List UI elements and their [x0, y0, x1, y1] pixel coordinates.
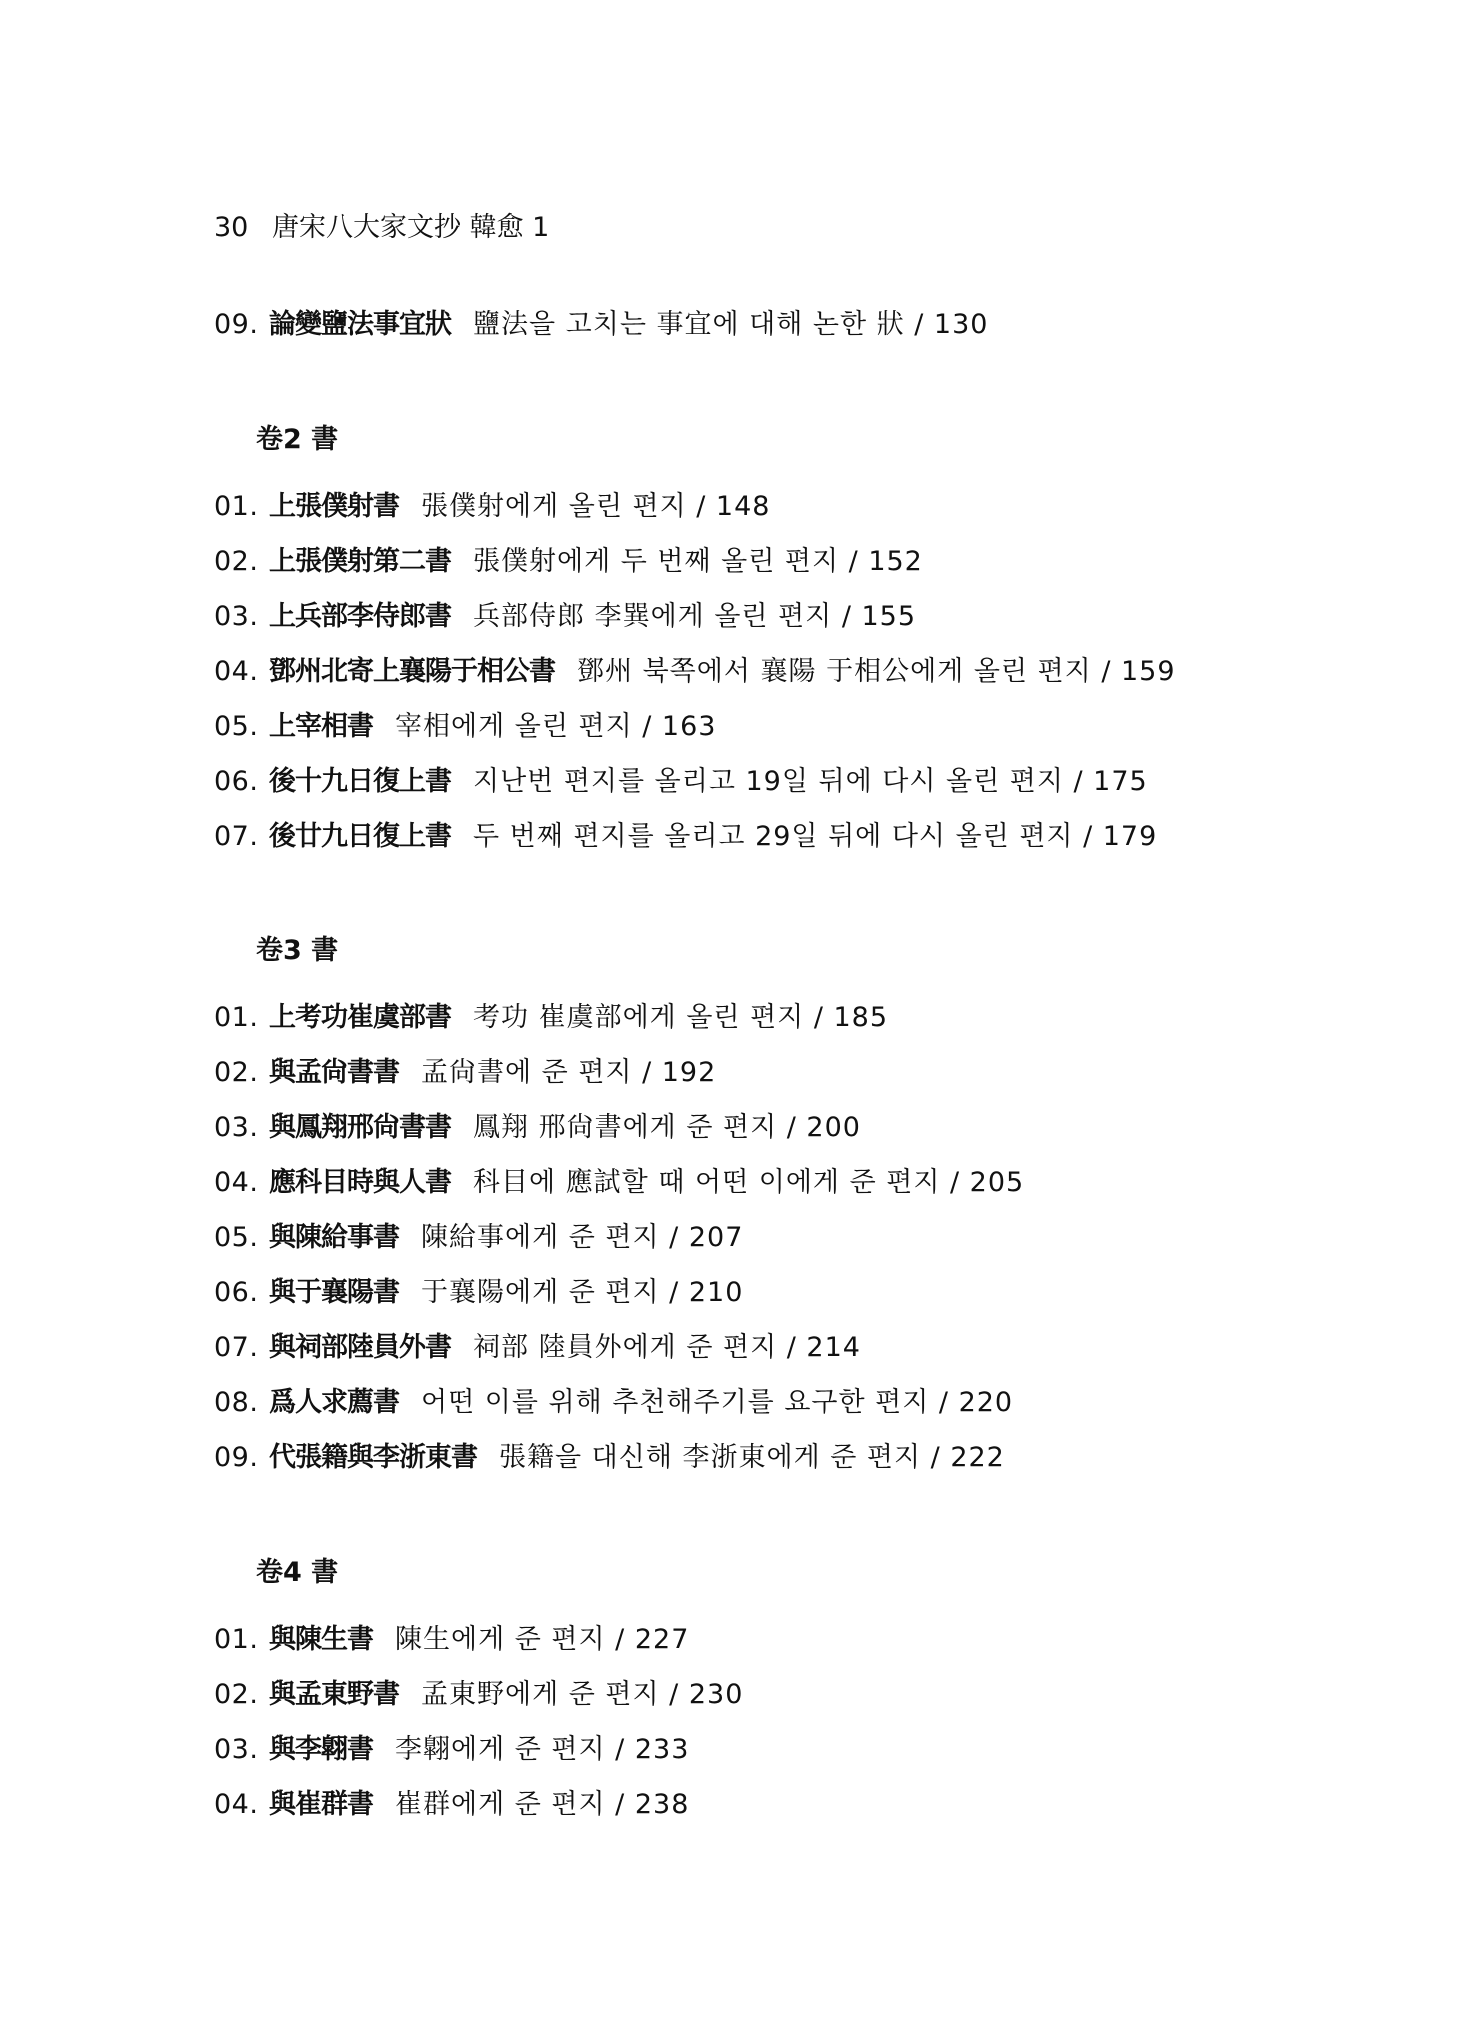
entry-title: 與孟尙書書	[269, 1057, 399, 1088]
toc-entry	[214, 1326, 861, 1370]
entry-number: 02.	[214, 1679, 259, 1710]
entry-number: 06.	[214, 1277, 259, 1308]
entry-title: 與陳給事書	[269, 1222, 399, 1253]
entry-description: 孟東野에게 준 편지 / 230	[421, 1679, 744, 1710]
entry-description: 張僕射에게 올린 편지 / 148	[421, 491, 771, 522]
entry-description: 두 번째 편지를 올리고 29일 뒤에 다시 올린 편지 / 179	[473, 821, 1158, 852]
toc-entry	[214, 1618, 689, 1662]
entry-description: 考功 崔虞部에게 올린 편지 / 185	[473, 1002, 889, 1033]
entry-title: 與鳳翔邢尙書書	[269, 1112, 451, 1143]
volume-heading: 卷3 書	[256, 935, 339, 966]
entry-title: 上兵部李侍郎書	[269, 601, 451, 632]
toc-entry	[214, 815, 1157, 859]
entry-number: 04.	[214, 1167, 259, 1198]
toc-entry	[214, 303, 988, 347]
entry-description: 陳給事에게 준 편지 / 207	[421, 1222, 744, 1253]
entry-description: 鳳翔 邢尙書에게 준 편지 / 200	[473, 1112, 861, 1143]
entry-number: 01.	[214, 491, 259, 522]
entry-title: 後廿九日復上書	[269, 821, 451, 852]
entry-number: 03.	[214, 601, 259, 632]
entry-description: 兵部侍郎 李巽에게 올린 편지 / 155	[473, 601, 917, 632]
entry-title: 上張僕射書	[269, 491, 399, 522]
page-number: 30	[214, 212, 249, 243]
entry-number: 08.	[214, 1387, 259, 1418]
entry-description: 科目에 應試할 때 어떤 이에게 준 편지 / 205	[473, 1167, 1025, 1198]
entry-title: 與崔群書	[269, 1789, 373, 1820]
toc-entry	[214, 650, 1176, 694]
toc-entry	[214, 1271, 743, 1315]
entry-title: 與孟東野書	[269, 1679, 399, 1710]
toc-entry	[214, 1161, 1024, 1205]
toc-entry	[214, 485, 770, 529]
entry-title: 與李翺書	[269, 1734, 373, 1765]
entry-number: 05.	[214, 1222, 259, 1253]
entry-title: 論變鹽法事宜狀	[269, 309, 451, 340]
entry-title: 上張僕射第二書	[269, 546, 451, 577]
entry-description: 宰相에게 올린 편지 / 163	[395, 711, 717, 742]
entry-number: 06.	[214, 766, 259, 797]
toc-entry	[214, 1436, 1005, 1480]
entry-number: 02.	[214, 1057, 259, 1088]
entry-number: 01.	[214, 1624, 259, 1655]
toc-entry	[214, 1728, 689, 1772]
toc-entry	[214, 1051, 716, 1095]
entry-number: 03.	[214, 1734, 259, 1765]
entry-description: 鹽法을 고치는 事宜에 대해 논한 狀 / 130	[473, 309, 989, 340]
entry-description: 李翺에게 준 편지 / 233	[395, 1734, 690, 1765]
toc-entry	[214, 595, 916, 639]
toc-entry	[214, 540, 923, 584]
entry-title: 爲人求薦書	[269, 1387, 399, 1418]
entry-description: 張籍을 대신해 李浙東에게 준 편지 / 222	[499, 1442, 1005, 1473]
volume-heading: 卷2 書	[256, 424, 339, 455]
entry-number: 03.	[214, 1112, 259, 1143]
entry-description: 鄧州 북쪽에서 襄陽 于相公에게 올린 편지 / 159	[577, 656, 1176, 687]
entry-number: 01.	[214, 1002, 259, 1033]
toc-entry	[214, 1216, 743, 1260]
toc-entry	[214, 1106, 861, 1150]
entry-title: 與祠部陸員外書	[269, 1332, 451, 1363]
entry-number: 02.	[214, 546, 259, 577]
entry-description: 지난번 편지를 올리고 19일 뒤에 다시 올린 편지 / 175	[473, 766, 1148, 797]
entry-title: 鄧州北寄上襄陽于相公書	[269, 656, 555, 687]
page-header	[214, 206, 549, 250]
toc-entry	[214, 1381, 1013, 1425]
entry-number: 07.	[214, 821, 259, 852]
entry-description: 어떤 이를 위해 추천해주기를 요구한 편지 / 220	[421, 1387, 1014, 1418]
entry-number: 09.	[214, 1442, 259, 1473]
toc-entry	[214, 760, 1148, 804]
toc-entry	[214, 1673, 743, 1717]
entry-title: 與于襄陽書	[269, 1277, 399, 1308]
entry-title: 後十九日復上書	[269, 766, 451, 797]
entry-number: 09.	[214, 309, 259, 340]
book-title: 唐宋八大家文抄 韓愈 1	[272, 212, 550, 243]
entry-title: 上宰相書	[269, 711, 373, 742]
entry-title: 上考功崔虞部書	[269, 1002, 451, 1033]
entry-number: 07.	[214, 1332, 259, 1363]
entry-number: 05.	[214, 711, 259, 742]
entry-description: 張僕射에게 두 번째 올린 편지 / 152	[473, 546, 923, 577]
entry-title: 代張籍與李浙東書	[269, 1442, 477, 1473]
entry-description: 陳生에게 준 편지 / 227	[395, 1624, 690, 1655]
entry-title: 與陳生書	[269, 1624, 373, 1655]
toc-entry	[214, 1783, 689, 1827]
entry-description: 崔群에게 준 편지 / 238	[395, 1789, 690, 1820]
toc-entry	[214, 705, 716, 749]
entry-description: 孟尙書에 준 편지 / 192	[421, 1057, 717, 1088]
volume-heading: 卷4 書	[256, 1557, 339, 1588]
toc-entry	[214, 996, 888, 1040]
entry-description: 祠部 陸員外에게 준 편지 / 214	[473, 1332, 861, 1363]
entry-number: 04.	[214, 656, 259, 687]
entry-description: 于襄陽에게 준 편지 / 210	[421, 1277, 744, 1308]
entry-number: 04.	[214, 1789, 259, 1820]
entry-title: 應科目時與人書	[269, 1167, 451, 1198]
